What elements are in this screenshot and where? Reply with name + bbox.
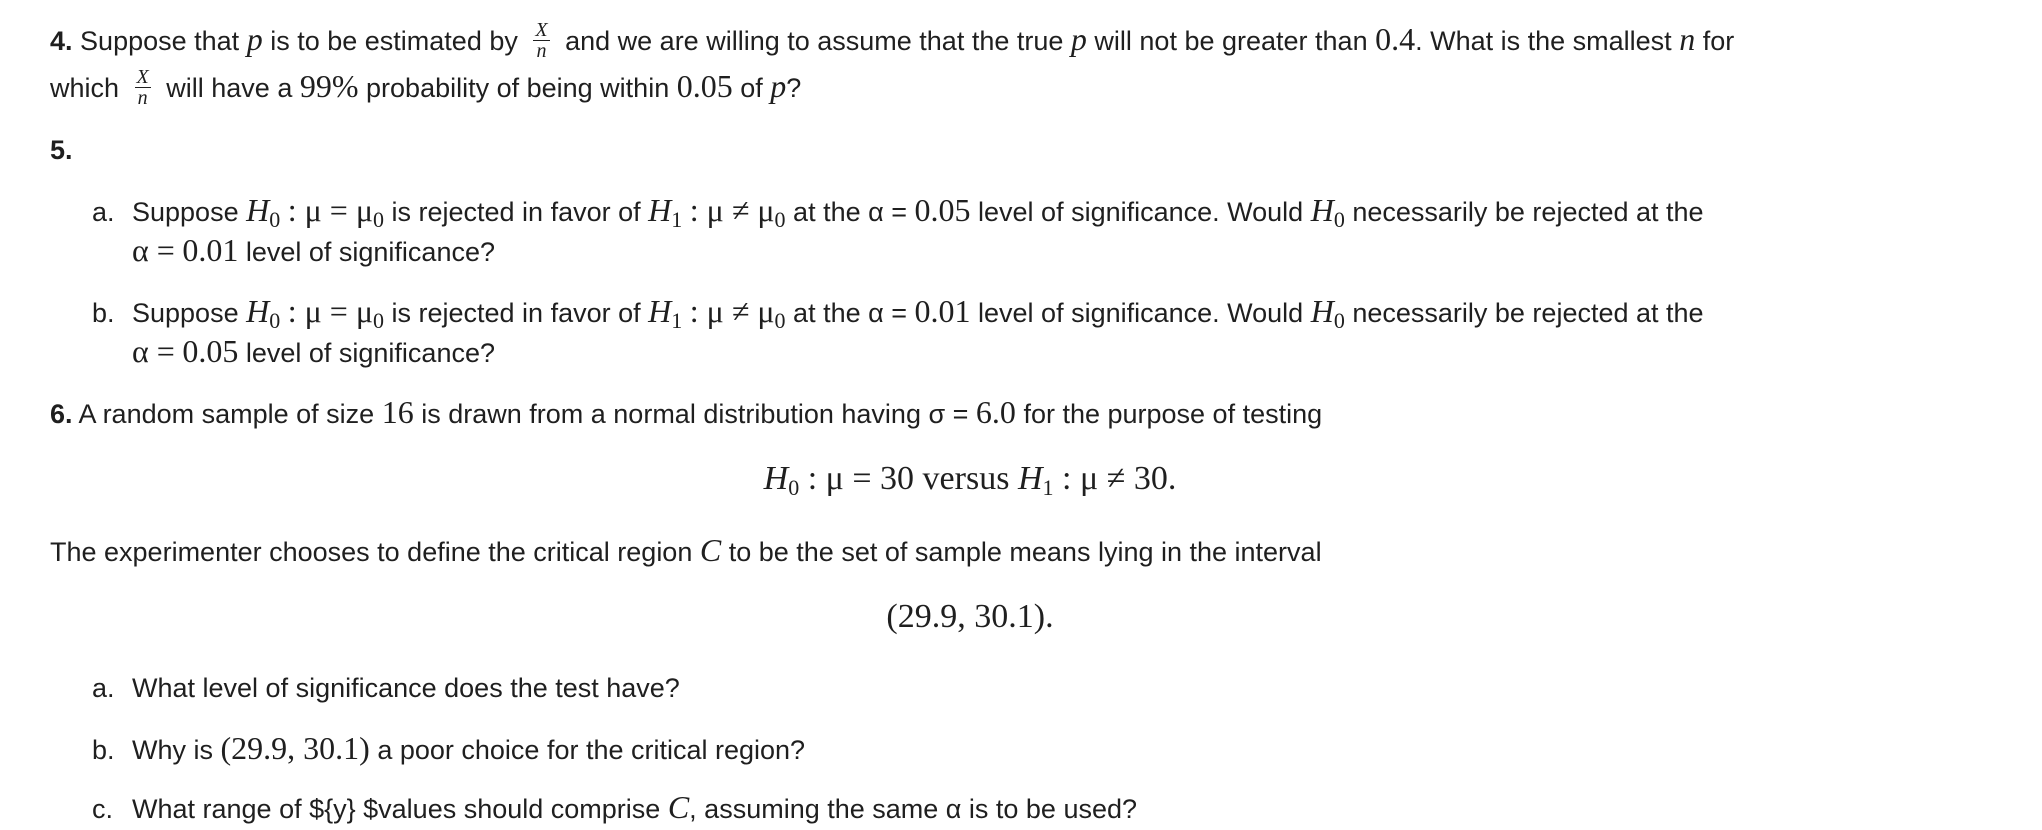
math-value: 0.01 xyxy=(914,293,971,329)
math-subscript: 0 xyxy=(1333,207,1345,232)
math-subscript: 0 xyxy=(269,207,281,232)
math-p: p xyxy=(770,68,787,104)
problem-6-line-1 xyxy=(50,395,1322,431)
math-interval: (29.9, 30.1). xyxy=(886,598,1054,635)
problem-4-line-1 xyxy=(50,19,1735,63)
text: A random sample of size xyxy=(78,399,375,429)
math-value: 99% xyxy=(299,68,359,104)
text: for the purpose of testing xyxy=(1023,399,1323,429)
math-h: H xyxy=(1310,192,1334,228)
fraction-denominator: n xyxy=(536,40,547,63)
problem-5b-line-1 xyxy=(92,294,1704,332)
text: and we are willing to assume that the true xyxy=(565,26,1064,56)
math-value: 6.0 xyxy=(975,394,1016,430)
math-value: 0.05 xyxy=(914,192,971,228)
text: . What is the smallest xyxy=(1415,26,1672,56)
text: Suppose that xyxy=(80,26,240,56)
math-subscript: 0 xyxy=(372,308,384,333)
fraction-numerator: X xyxy=(136,66,149,89)
list-marker: a. xyxy=(92,673,115,703)
math-value: 0.01 xyxy=(182,232,239,268)
text: The experimenter chooses to define the critical region xyxy=(50,537,693,567)
text: level of significance. Would xyxy=(978,197,1304,227)
math-subscript: 1 xyxy=(671,308,683,333)
math-interval: (29.9, 30.1) xyxy=(220,730,370,766)
list-marker: c. xyxy=(92,794,114,824)
math-expression: α = xyxy=(132,333,175,369)
problem-4-number: 4. xyxy=(50,26,73,56)
text: level of significance? xyxy=(245,237,495,267)
fraction-numerator: X xyxy=(535,19,548,42)
text: level of significance. Would xyxy=(978,298,1304,328)
math-expression: α = xyxy=(132,232,175,268)
problem-6c xyxy=(92,790,1137,826)
math-h: H xyxy=(246,192,270,228)
text: at the α = xyxy=(793,298,907,328)
text: of xyxy=(740,73,763,103)
text: will not be greater than xyxy=(1094,26,1368,56)
problem-6a xyxy=(92,671,680,705)
fraction-x-over-n xyxy=(533,20,549,61)
text: level of significance? xyxy=(245,338,495,368)
problem-6b xyxy=(92,731,805,767)
text: is to be estimated by xyxy=(270,26,518,56)
list-marker: b. xyxy=(92,298,115,328)
math-subscript: 0 xyxy=(269,308,281,333)
math-subscript: 0 xyxy=(788,475,800,500)
math-c: C xyxy=(667,789,690,825)
math-subscript: 0 xyxy=(774,308,786,333)
text: What range of ${y} $values should comprise xyxy=(132,794,661,824)
math-expression: : μ ≠ μ xyxy=(689,192,775,228)
list-marker: b. xyxy=(92,735,115,765)
text: What level of significance does the test have? xyxy=(132,673,680,703)
math-subscript: 1 xyxy=(671,207,683,232)
text: Suppose xyxy=(132,197,239,227)
text: ? xyxy=(786,73,802,103)
text: necessarily be rejected at the xyxy=(1352,197,1704,227)
text: necessarily be rejected at the xyxy=(1352,298,1704,328)
math-subscript: 0 xyxy=(372,207,384,232)
math-c: C xyxy=(699,532,722,568)
math-value: 0.4 xyxy=(1375,21,1416,57)
problem-6-number: 6. xyxy=(50,399,73,429)
text: for xyxy=(1702,26,1735,56)
math-h: H xyxy=(648,192,672,228)
problem-6-line-2 xyxy=(50,533,1322,569)
fraction-denominator: n xyxy=(137,87,148,110)
math-h: H xyxy=(648,293,672,329)
text: will have a xyxy=(166,73,293,103)
text: at the α = xyxy=(793,197,907,227)
text: is rejected in favor of xyxy=(391,197,641,227)
math-value: 16 xyxy=(381,394,414,430)
math-subscript: 0 xyxy=(774,207,786,232)
hypothesis-equation xyxy=(0,459,1940,502)
math-p: p xyxy=(1070,21,1087,57)
problem-5a-line-1 xyxy=(92,193,1704,231)
math-h: H xyxy=(1310,293,1334,329)
fraction-x-over-n xyxy=(135,67,151,108)
math-h: H xyxy=(763,460,789,497)
problem-5a-line-2 xyxy=(132,233,495,269)
math-expression: : μ = μ xyxy=(287,293,373,329)
math-h: H xyxy=(1017,460,1043,497)
problem-number: 5. xyxy=(50,135,73,165)
text: which xyxy=(50,73,120,103)
text: a poor choice for the critical region? xyxy=(377,735,806,765)
text: Suppose xyxy=(132,298,239,328)
math-n: n xyxy=(1679,21,1696,57)
math-value: 0.05 xyxy=(676,68,733,104)
text: probability of being within xyxy=(366,73,670,103)
problem-4-line-2 xyxy=(50,66,802,110)
text: is drawn from a normal distribution having σ = xyxy=(421,399,969,429)
interval-display xyxy=(0,597,1940,637)
math-expression: : μ = 30 versus xyxy=(807,460,1010,497)
text: is rejected in favor of xyxy=(391,298,641,328)
math-expression: : μ ≠ μ xyxy=(689,293,775,329)
math-h: H xyxy=(246,293,270,329)
text: , assuming the same α is to be used? xyxy=(689,794,1138,824)
math-p: p xyxy=(246,21,263,57)
math-subscript: 0 xyxy=(1333,308,1345,333)
math-value: 0.05 xyxy=(182,333,239,369)
text: Why is xyxy=(132,735,213,765)
math-expression: : μ = μ xyxy=(287,192,373,228)
list-marker: a. xyxy=(92,197,115,227)
problem-5-number xyxy=(50,133,73,167)
problem-5b-line-2 xyxy=(132,334,495,370)
math-subscript: 1 xyxy=(1042,475,1054,500)
text: to be the set of sample means lying in the interval xyxy=(728,537,1322,567)
math-expression: : μ ≠ 30. xyxy=(1062,460,1177,497)
